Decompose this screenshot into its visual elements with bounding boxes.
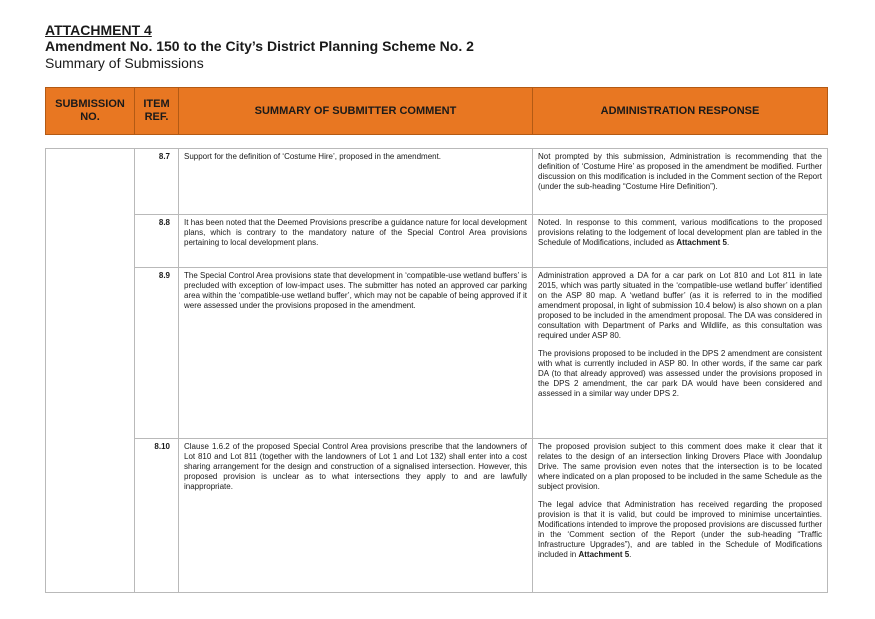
- table-row: [46, 215, 828, 268]
- document-heading: [45, 22, 474, 72]
- table-row: [46, 149, 828, 215]
- response-paragraph: The proposed provision subject to this comment does make it clear that it relates to the design of an intersection linking Drovers Place with Joondalup Drive. The same provision even notes that the intersection is to be located where indicated on a plan proposed to be included in the same Schedule as the subject provision.: [538, 442, 822, 491]
- column-header-response: ADMINISTRATION RESPONSE: [533, 88, 828, 135]
- response-paragraph: Noted. In response to this comment, various modifications to the proposed provisions relating to the lodgement of local development plan are tabled in the Schedule of Modifications, included as Attachment 5.: [538, 218, 822, 247]
- response-paragraph: The legal advice that Administration has received regarding the proposed provision is that it is valid, but could be improved to minimise uncertainties. Modifications intended to improve the proposed provisions are discussed further in the ‘Comment section of the Report (under the sub-heading “Traffic Infrastructure Upgrades”), and are tabled in the Schedule of Modifications included in Attachment 5.: [538, 500, 822, 559]
- item-ref-cell: 8.8: [135, 215, 179, 268]
- response-paragraph: Administration approved a DA for a car park on Lot 810 and Lot 811 in late 2015, which was partly situated in the ‘compatible-use wetland buffer’ identified on the ASP 80 map. A ‘wetland buffer’ (as it is referred to in the modified amendment proposal, in light of submission 10.4 below) is also shown on a plan proposed to be included in the amendment proposal. The DA was considered in consultation with Department of Parks and Wildlife, as this consultation was required under ASP 80.: [538, 271, 822, 340]
- response-cell: [533, 215, 828, 268]
- summary-cell: Support for the definition of ‘Costume Hire’, proposed in the amendment.: [179, 149, 533, 215]
- submission-number-cell: [46, 149, 135, 593]
- table-row: [46, 268, 828, 439]
- item-ref-cell: 8.9: [135, 268, 179, 439]
- page-subtitle: Summary of Submissions: [45, 55, 204, 71]
- response-paragraph: Not prompted by this submission, Administration is recommending that the definition of ‘Costume Hire’ as proposed in the amendment be modified. Further discussion on this modification is included in the Comment section of the Report (under the sub-heading “Costume Hire Definition”).: [538, 152, 822, 191]
- summary-cell: The Special Control Area provisions state that development in ‘compatible-use wetland buffers’ is precluded with exception of low-impact uses. The submitter has noted an approved car parking area within the ‘compatible-use wetland buffer’, which may not be capable of being approved if it were assessed under the provisions proposed in the amendment.: [179, 268, 533, 439]
- response-cell: [533, 439, 828, 593]
- attachment-reference: Attachment 5: [578, 550, 630, 559]
- column-header-item-ref: ITEM REF.: [135, 88, 179, 135]
- amendment-title: Amendment No. 150 to the City’s District Planning Scheme No. 2: [45, 38, 474, 54]
- attachment-title: ATTACHMENT 4: [45, 22, 152, 38]
- column-header-table: [45, 87, 828, 135]
- item-ref-cell: 8.10: [135, 439, 179, 593]
- summary-cell: Clause 1.6.2 of the proposed Special Control Area provisions prescribe that the landowners of Lot 810 and Lot 811 (together with the landowners of Lot 1 and Lot 132) shall enter into a cost sharing arrangement for the design and construction of a signalised intersection. However, this proposed provision is unclear as to what intersections they apply to and are lawfully inappropriate.: [179, 439, 533, 593]
- column-header-summary: SUMMARY OF SUBMITTER COMMENT: [179, 88, 533, 135]
- column-header-submission-no: SUBMISSION NO.: [46, 88, 135, 135]
- summary-cell: It has been noted that the Deemed Provisions prescribe a guidance nature for local development plans, which is contrary to the mandatory nature of the Special Control Area provisions pertaining to local development plans.: [179, 215, 533, 268]
- attachment-reference: Attachment 5: [676, 238, 728, 247]
- response-cell: [533, 149, 828, 215]
- response-cell: [533, 268, 828, 439]
- submissions-table: [45, 148, 828, 593]
- item-ref-cell: 8.7: [135, 149, 179, 215]
- table-row: [46, 439, 828, 593]
- response-paragraph: The provisions proposed to be included in the DPS 2 amendment are consistent with what is currently included in ASP 80. In other words, if the same car park DA (to that already approved) was assessed under the provisions proposed in the DPS 2 amendment, the car park DA would have been considered and assessed in a similar way under DPS 2.: [538, 349, 822, 398]
